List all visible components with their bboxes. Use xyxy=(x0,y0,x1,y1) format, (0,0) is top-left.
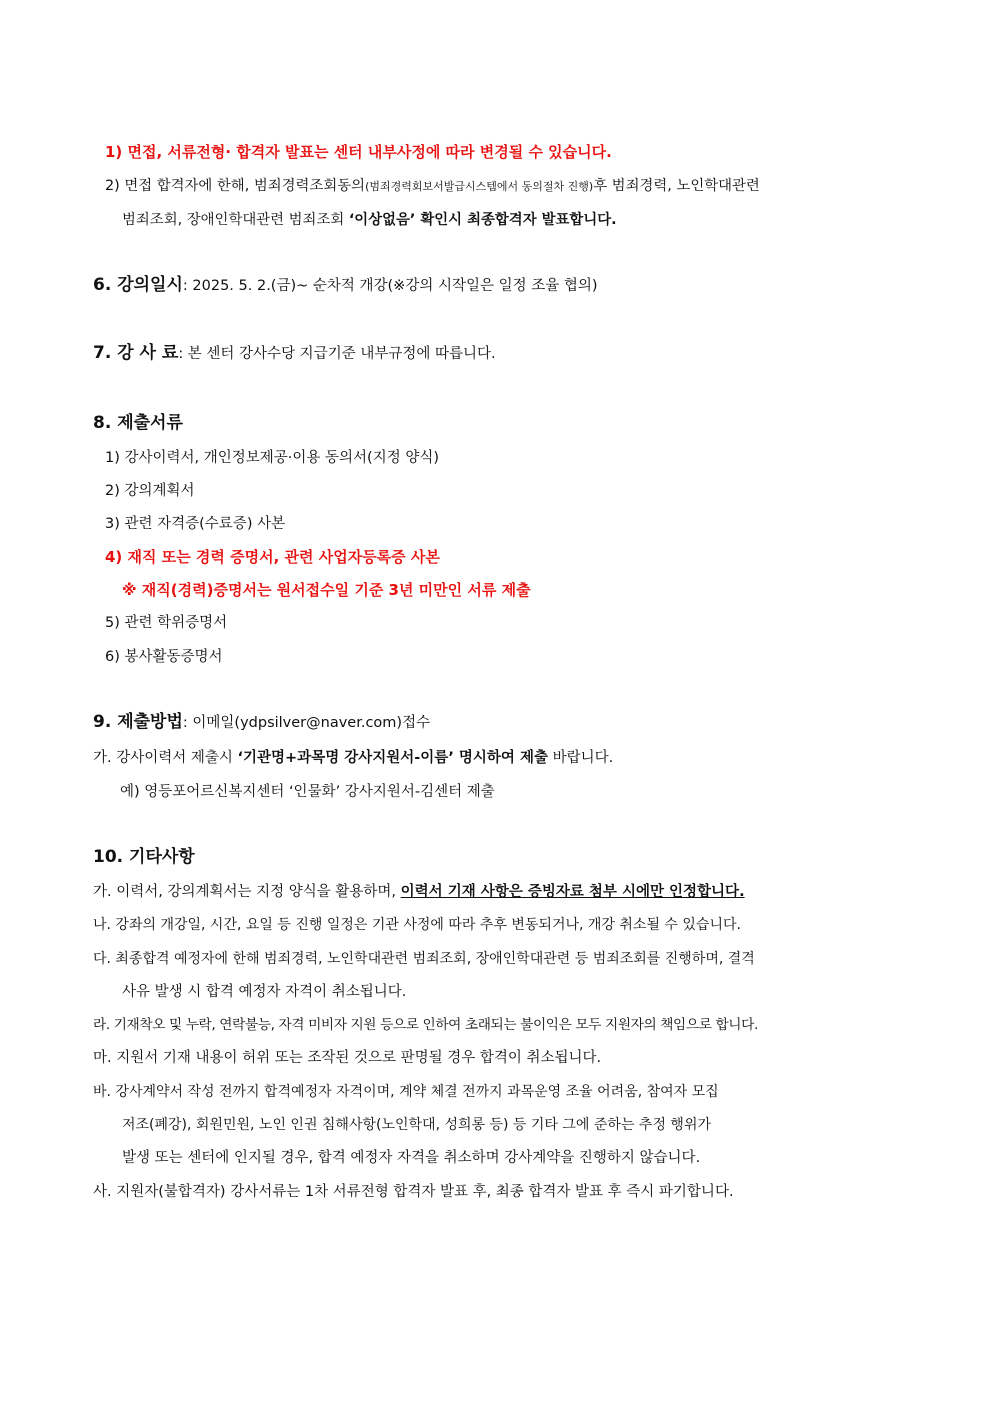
document-item-required: 4) 재직 또는 경력 증명서, 관련 사업자등록증 사본 xyxy=(105,548,440,566)
document-item: 1) 강사이력서, 개인정보제공·이용 동의서(지정 양식) xyxy=(105,450,439,466)
submission-note: 가. 강사이력서 제출시 ‘기관명+과목명 강사지원서-이름’ 명시하여 제출 바랍니다. xyxy=(93,750,614,766)
notice-line-2: 2) 면접 합격자에 한해, 범죄경력조회동의(범죄경력회보서발급시스템에서 동의절차 진행)후 범죄경력, 노인학대관련 xyxy=(105,178,760,194)
misc-item: 마. 지원서 기재 내용이 허위 또는 조작된 것으로 판명될 경우 합격이 취소됩니다. xyxy=(93,1050,602,1066)
notice-line-2-cont: 범죄조회, 장애인학대관련 범죄조회 ‘이상없음’ 확인시 최종합격자 발표합니다. xyxy=(122,212,617,228)
document-item: 5) 관련 학위증명서 xyxy=(105,615,228,631)
section-9: 9. 제출방법: 이메일(ydpsilver@naver.com)접수 xyxy=(93,712,431,732)
notice-line-1: 1) 면접, 서류전형· 합격자 발표는 센터 내부사정에 따라 변경될 수 있습니다. xyxy=(105,143,612,161)
document-item: 6) 봉사활동증명서 xyxy=(105,649,223,665)
misc-item: 사. 지원자(불합격자) 강사서류는 1차 서류전형 합격자 발표 후, 최종 합격자 발표 후 즉시 파기합니다. xyxy=(93,1184,734,1200)
document-item: 3) 관련 자격증(수료증) 사본 xyxy=(105,516,286,532)
misc-item: 가. 이력서, 강의계획서는 지정 양식을 활용하며, 이력서 기재 사항은 증빙자료 첨부 시에만 인정합니다. xyxy=(93,884,745,900)
misc-item-cont: 사유 발생 시 합격 예정자 자격이 취소됩니다. xyxy=(122,984,407,1000)
misc-item: 라. 기재착오 및 누락, 연락불능, 자격 미비자 지원 등으로 인하여 초래되는 불이익은 모두 지원자의 책임으로 합니다. xyxy=(93,1017,758,1033)
submission-example: 예) 영등포어르신복지센터 ‘인물화’ 강사지원서-김센터 제출 xyxy=(120,784,495,800)
misc-item-cont: 발생 또는 센터에 인지될 경우, 합격 예정자 자격을 취소하며 강사계약을 진행하지 않습니다. xyxy=(122,1150,701,1166)
section-8-title: 8. 제출서류 xyxy=(93,413,183,433)
section-7: 7. 강 사 료: 본 센터 강사수당 지급기준 내부규정에 따릅니다. xyxy=(93,343,496,363)
misc-item: 바. 강사계약서 작성 전까지 합격예정자 자격이며, 계약 체결 전까지 과목운영 조율 어려움, 참여자 모집 xyxy=(93,1084,719,1100)
section-6: 6. 강의일시: 2025. 5. 2.(금)~ 순차적 개강(※강의 시작일은 일정 조율 협의) xyxy=(93,275,598,295)
misc-item: 나. 강좌의 개강일, 시간, 요일 등 진행 일정은 기관 사정에 따라 추후 변동되거나, 개강 취소될 수 있습니다. xyxy=(93,917,741,933)
section-10-title: 10. 기타사항 xyxy=(93,847,195,867)
document-item: 2) 강의계획서 xyxy=(105,483,195,499)
document-item-note: ※ 재직(경력)증명서는 원서접수일 기준 3년 미만인 서류 제출 xyxy=(122,581,531,599)
misc-item-cont: 저조(폐강), 회원민원, 노인 인권 침해사항(노인학대, 성희롱 등) 등 기타 그에 준하는 추정 행위가 xyxy=(122,1117,711,1133)
misc-item: 다. 최종합격 예정자에 한해 범죄경력, 노인학대관련 범죄조회, 장애인학대관련 등 범죄조회를 진행하며, 결격 xyxy=(93,951,755,967)
